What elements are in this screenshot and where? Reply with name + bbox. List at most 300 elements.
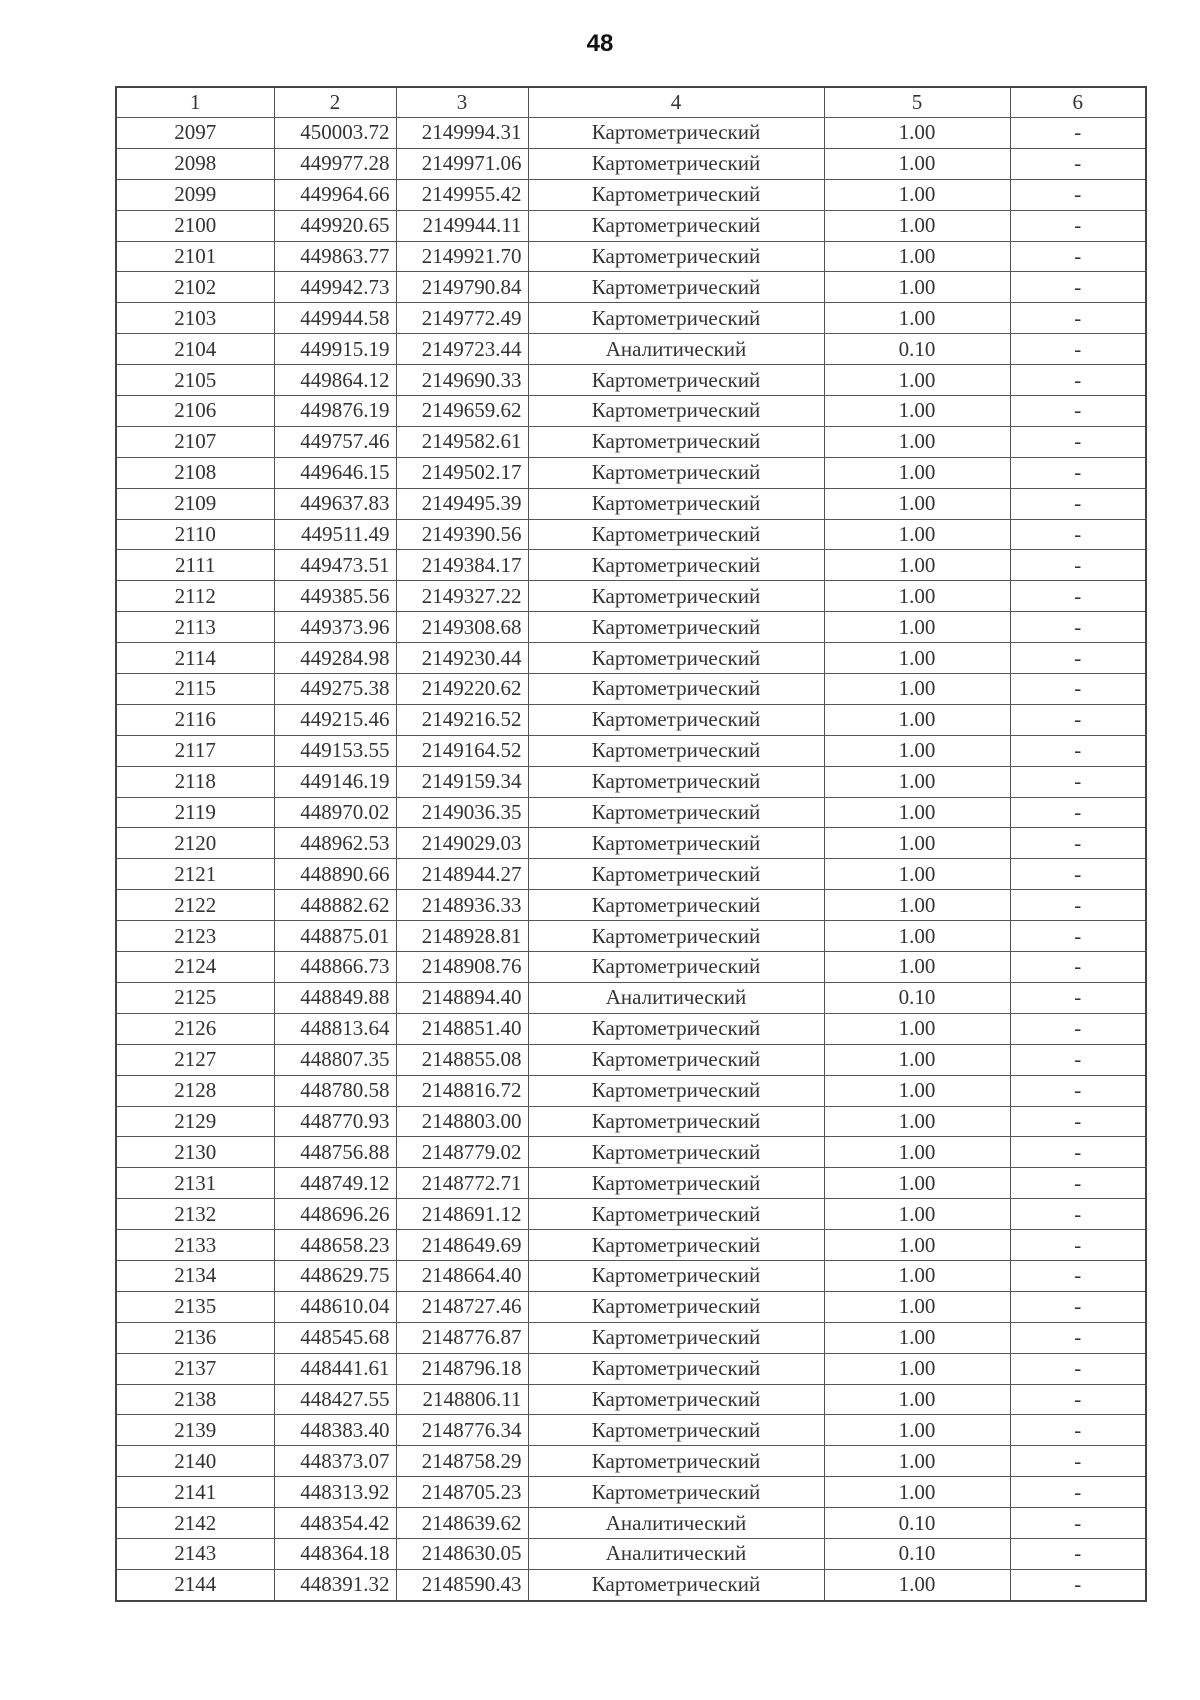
x-coordinate-cell: 448629.75 — [274, 1260, 396, 1291]
x-coordinate-cell: 448970.02 — [274, 797, 396, 828]
note-cell: - — [1010, 1230, 1146, 1261]
method-cell: Картометрический — [528, 1322, 824, 1353]
note-cell: - — [1010, 612, 1146, 643]
point-number-cell: 2126 — [116, 1013, 274, 1044]
x-coordinate-cell: 448610.04 — [274, 1291, 396, 1322]
y-coordinate-cell: 2148796.18 — [396, 1353, 528, 1384]
method-cell: Картометрический — [528, 890, 824, 921]
method-cell: Картометрический — [528, 1013, 824, 1044]
point-number-cell: 2130 — [116, 1137, 274, 1168]
point-number-cell: 2107 — [116, 426, 274, 457]
x-coordinate-cell: 449385.56 — [274, 581, 396, 612]
method-cell: Картометрический — [528, 272, 824, 303]
x-coordinate-cell: 448813.64 — [274, 1013, 396, 1044]
y-coordinate-cell: 2148806.11 — [396, 1384, 528, 1415]
y-coordinate-cell: 2148928.81 — [396, 921, 528, 952]
accuracy-cell: 1.00 — [824, 457, 1010, 488]
column-header-1: 1 — [116, 87, 274, 118]
x-coordinate-cell: 449511.49 — [274, 519, 396, 550]
x-coordinate-cell: 448383.40 — [274, 1415, 396, 1446]
accuracy-cell: 1.00 — [824, 921, 1010, 952]
method-cell: Картометрический — [528, 210, 824, 241]
accuracy-cell: 1.00 — [824, 890, 1010, 921]
y-coordinate-cell: 2149384.17 — [396, 550, 528, 581]
point-number-cell: 2123 — [116, 921, 274, 952]
point-number-cell: 2124 — [116, 952, 274, 983]
y-coordinate-cell: 2149495.39 — [396, 488, 528, 519]
table-row — [116, 1446, 1146, 1477]
table-row — [116, 426, 1146, 457]
point-number-cell: 2139 — [116, 1415, 274, 1446]
point-number-cell: 2113 — [116, 612, 274, 643]
table-row — [116, 1538, 1146, 1569]
x-coordinate-cell: 448807.35 — [274, 1044, 396, 1075]
point-number-cell: 2104 — [116, 334, 274, 365]
point-number-cell: 2129 — [116, 1106, 274, 1137]
accuracy-cell: 0.10 — [824, 982, 1010, 1013]
table-row — [116, 1106, 1146, 1137]
point-number-cell: 2100 — [116, 210, 274, 241]
table-row — [116, 1199, 1146, 1230]
x-coordinate-cell: 449942.73 — [274, 272, 396, 303]
method-cell: Картометрический — [528, 797, 824, 828]
accuracy-cell: 1.00 — [824, 952, 1010, 983]
point-number-cell: 2131 — [116, 1168, 274, 1199]
note-cell: - — [1010, 334, 1146, 365]
accuracy-cell: 1.00 — [824, 1446, 1010, 1477]
method-cell: Картометрический — [528, 118, 824, 149]
x-coordinate-cell: 448427.55 — [274, 1384, 396, 1415]
accuracy-cell: 1.00 — [824, 241, 1010, 272]
note-cell: - — [1010, 1013, 1146, 1044]
note-cell: - — [1010, 890, 1146, 921]
y-coordinate-cell: 2149502.17 — [396, 457, 528, 488]
point-number-cell: 2097 — [116, 118, 274, 149]
method-cell: Аналитический — [528, 1538, 824, 1569]
note-cell: - — [1010, 550, 1146, 581]
y-coordinate-cell: 2149036.35 — [396, 797, 528, 828]
column-header-3: 3 — [396, 87, 528, 118]
accuracy-cell: 1.00 — [824, 797, 1010, 828]
point-number-cell: 2098 — [116, 148, 274, 179]
table-row — [116, 581, 1146, 612]
table-row — [116, 1415, 1146, 1446]
x-coordinate-cell: 449215.46 — [274, 704, 396, 735]
method-cell: Картометрический — [528, 1446, 824, 1477]
note-cell: - — [1010, 303, 1146, 334]
table-row — [116, 1044, 1146, 1075]
note-cell: - — [1010, 148, 1146, 179]
method-cell: Картометрический — [528, 1477, 824, 1508]
accuracy-cell: 1.00 — [824, 519, 1010, 550]
accuracy-cell: 1.00 — [824, 735, 1010, 766]
accuracy-cell: 0.10 — [824, 1508, 1010, 1539]
table-row — [116, 921, 1146, 952]
method-cell: Картометрический — [528, 148, 824, 179]
point-number-cell: 2110 — [116, 519, 274, 550]
x-coordinate-cell: 449915.19 — [274, 334, 396, 365]
note-cell: - — [1010, 1446, 1146, 1477]
x-coordinate-cell: 448866.73 — [274, 952, 396, 983]
y-coordinate-cell: 2149971.06 — [396, 148, 528, 179]
accuracy-cell: 1.00 — [824, 859, 1010, 890]
method-cell: Картометрический — [528, 1260, 824, 1291]
y-coordinate-cell: 2148908.76 — [396, 952, 528, 983]
y-coordinate-cell: 2148944.27 — [396, 859, 528, 890]
x-coordinate-cell: 449863.77 — [274, 241, 396, 272]
y-coordinate-cell: 2149327.22 — [396, 581, 528, 612]
method-cell: Картометрический — [528, 1384, 824, 1415]
note-cell: - — [1010, 1569, 1146, 1600]
column-header-5: 5 — [824, 87, 1010, 118]
note-cell: - — [1010, 1291, 1146, 1322]
y-coordinate-cell: 2148705.23 — [396, 1477, 528, 1508]
table-row — [116, 952, 1146, 983]
x-coordinate-cell: 449920.65 — [274, 210, 396, 241]
x-coordinate-cell: 449473.51 — [274, 550, 396, 581]
x-coordinate-cell: 448354.42 — [274, 1508, 396, 1539]
table-row — [116, 612, 1146, 643]
method-cell: Картометрический — [528, 859, 824, 890]
table-row — [116, 1075, 1146, 1106]
point-number-cell: 2140 — [116, 1446, 274, 1477]
note-cell: - — [1010, 797, 1146, 828]
y-coordinate-cell: 2149921.70 — [396, 241, 528, 272]
table-row — [116, 457, 1146, 488]
column-header-6: 6 — [1010, 87, 1146, 118]
note-cell: - — [1010, 1384, 1146, 1415]
table-header-row — [116, 87, 1146, 118]
y-coordinate-cell: 2148758.29 — [396, 1446, 528, 1477]
method-cell: Картометрический — [528, 396, 824, 427]
table-row — [116, 272, 1146, 303]
method-cell: Картометрический — [528, 828, 824, 859]
note-cell: - — [1010, 1260, 1146, 1291]
table-row — [116, 797, 1146, 828]
point-number-cell: 2143 — [116, 1538, 274, 1569]
point-number-cell: 2128 — [116, 1075, 274, 1106]
point-number-cell: 2111 — [116, 550, 274, 581]
method-cell: Картометрический — [528, 1106, 824, 1137]
note-cell: - — [1010, 488, 1146, 519]
y-coordinate-cell: 2148727.46 — [396, 1291, 528, 1322]
accuracy-cell: 1.00 — [824, 1353, 1010, 1384]
method-cell: Картометрический — [528, 1353, 824, 1384]
x-coordinate-cell: 449977.28 — [274, 148, 396, 179]
point-number-cell: 2121 — [116, 859, 274, 890]
note-cell: - — [1010, 828, 1146, 859]
point-number-cell: 2125 — [116, 982, 274, 1013]
x-coordinate-cell: 448890.66 — [274, 859, 396, 890]
note-cell: - — [1010, 1137, 1146, 1168]
method-cell: Картометрический — [528, 735, 824, 766]
coordinates-table — [115, 86, 1147, 1602]
y-coordinate-cell: 2149220.62 — [396, 674, 528, 705]
table-row — [116, 1353, 1146, 1384]
accuracy-cell: 1.00 — [824, 1168, 1010, 1199]
accuracy-cell: 1.00 — [824, 1477, 1010, 1508]
x-coordinate-cell: 449757.46 — [274, 426, 396, 457]
point-number-cell: 2144 — [116, 1569, 274, 1600]
y-coordinate-cell: 2149029.03 — [396, 828, 528, 859]
x-coordinate-cell: 448749.12 — [274, 1168, 396, 1199]
point-number-cell: 2109 — [116, 488, 274, 519]
y-coordinate-cell: 2148639.62 — [396, 1508, 528, 1539]
accuracy-cell: 1.00 — [824, 303, 1010, 334]
accuracy-cell: 0.10 — [824, 1538, 1010, 1569]
note-cell: - — [1010, 365, 1146, 396]
method-cell: Аналитический — [528, 1508, 824, 1539]
note-cell: - — [1010, 704, 1146, 735]
y-coordinate-cell: 2148803.00 — [396, 1106, 528, 1137]
table-row — [116, 1137, 1146, 1168]
point-number-cell: 2142 — [116, 1508, 274, 1539]
table-row — [116, 766, 1146, 797]
method-cell: Аналитический — [528, 982, 824, 1013]
accuracy-cell: 1.00 — [824, 1322, 1010, 1353]
method-cell: Картометрический — [528, 1291, 824, 1322]
method-cell: Картометрический — [528, 1044, 824, 1075]
x-coordinate-cell: 448313.92 — [274, 1477, 396, 1508]
accuracy-cell: 1.00 — [824, 1044, 1010, 1075]
point-number-cell: 2099 — [116, 179, 274, 210]
y-coordinate-cell: 2149955.42 — [396, 179, 528, 210]
method-cell: Аналитический — [528, 334, 824, 365]
note-cell: - — [1010, 241, 1146, 272]
note-cell: - — [1010, 921, 1146, 952]
method-cell: Картометрический — [528, 1230, 824, 1261]
note-cell: - — [1010, 1106, 1146, 1137]
accuracy-cell: 1.00 — [824, 1260, 1010, 1291]
point-number-cell: 2116 — [116, 704, 274, 735]
table-row — [116, 1168, 1146, 1199]
point-number-cell: 2122 — [116, 890, 274, 921]
method-cell: Картометрический — [528, 426, 824, 457]
y-coordinate-cell: 2148649.69 — [396, 1230, 528, 1261]
method-cell: Картометрический — [528, 303, 824, 334]
accuracy-cell: 1.00 — [824, 643, 1010, 674]
column-header-4: 4 — [528, 87, 824, 118]
method-cell: Картометрический — [528, 1415, 824, 1446]
point-number-cell: 2141 — [116, 1477, 274, 1508]
y-coordinate-cell: 2148772.71 — [396, 1168, 528, 1199]
method-cell: Картометрический — [528, 519, 824, 550]
x-coordinate-cell: 449944.58 — [274, 303, 396, 334]
note-cell: - — [1010, 1322, 1146, 1353]
note-cell: - — [1010, 581, 1146, 612]
method-cell: Картометрический — [528, 921, 824, 952]
table-row — [116, 550, 1146, 581]
method-cell: Картометрический — [528, 674, 824, 705]
note-cell: - — [1010, 179, 1146, 210]
note-cell: - — [1010, 1508, 1146, 1539]
method-cell: Картометрический — [528, 952, 824, 983]
accuracy-cell: 1.00 — [824, 581, 1010, 612]
method-cell: Картометрический — [528, 766, 824, 797]
x-coordinate-cell: 448962.53 — [274, 828, 396, 859]
x-coordinate-cell: 449864.12 — [274, 365, 396, 396]
accuracy-cell: 1.00 — [824, 210, 1010, 241]
table-row — [116, 1508, 1146, 1539]
point-number-cell: 2134 — [116, 1260, 274, 1291]
note-cell: - — [1010, 519, 1146, 550]
y-coordinate-cell: 2148691.12 — [396, 1199, 528, 1230]
method-cell: Картометрический — [528, 643, 824, 674]
note-cell: - — [1010, 1415, 1146, 1446]
accuracy-cell: 1.00 — [824, 1106, 1010, 1137]
accuracy-cell: 1.00 — [824, 118, 1010, 149]
point-number-cell: 2118 — [116, 766, 274, 797]
method-cell: Картометрический — [528, 581, 824, 612]
x-coordinate-cell: 448770.93 — [274, 1106, 396, 1137]
table-row — [116, 704, 1146, 735]
accuracy-cell: 1.00 — [824, 148, 1010, 179]
column-header-2: 2 — [274, 87, 396, 118]
accuracy-cell: 0.10 — [824, 334, 1010, 365]
table-row — [116, 1230, 1146, 1261]
point-number-cell: 2120 — [116, 828, 274, 859]
note-cell: - — [1010, 859, 1146, 890]
note-cell: - — [1010, 457, 1146, 488]
table-row — [116, 828, 1146, 859]
table-row — [116, 396, 1146, 427]
point-number-cell: 2119 — [116, 797, 274, 828]
point-number-cell: 2114 — [116, 643, 274, 674]
note-cell: - — [1010, 643, 1146, 674]
y-coordinate-cell: 2148776.87 — [396, 1322, 528, 1353]
x-coordinate-cell: 449876.19 — [274, 396, 396, 427]
method-cell: Картометрический — [528, 1075, 824, 1106]
y-coordinate-cell: 2149994.31 — [396, 118, 528, 149]
x-coordinate-cell: 449284.98 — [274, 643, 396, 674]
method-cell: Картометрический — [528, 704, 824, 735]
x-coordinate-cell: 448441.61 — [274, 1353, 396, 1384]
x-coordinate-cell: 448882.62 — [274, 890, 396, 921]
y-coordinate-cell: 2149390.56 — [396, 519, 528, 550]
note-cell: - — [1010, 272, 1146, 303]
x-coordinate-cell: 448875.01 — [274, 921, 396, 952]
y-coordinate-cell: 2148851.40 — [396, 1013, 528, 1044]
accuracy-cell: 1.00 — [824, 365, 1010, 396]
note-cell: - — [1010, 1168, 1146, 1199]
accuracy-cell: 1.00 — [824, 1384, 1010, 1415]
accuracy-cell: 1.00 — [824, 1569, 1010, 1600]
accuracy-cell: 1.00 — [824, 1291, 1010, 1322]
accuracy-cell: 1.00 — [824, 1137, 1010, 1168]
accuracy-cell: 1.00 — [824, 674, 1010, 705]
accuracy-cell: 1.00 — [824, 396, 1010, 427]
y-coordinate-cell: 2149772.49 — [396, 303, 528, 334]
note-cell: - — [1010, 982, 1146, 1013]
x-coordinate-cell: 448658.23 — [274, 1230, 396, 1261]
table-row — [116, 674, 1146, 705]
accuracy-cell: 1.00 — [824, 1415, 1010, 1446]
point-number-cell: 2132 — [116, 1199, 274, 1230]
note-cell: - — [1010, 396, 1146, 427]
accuracy-cell: 1.00 — [824, 1199, 1010, 1230]
y-coordinate-cell: 2148779.02 — [396, 1137, 528, 1168]
table-row — [116, 859, 1146, 890]
accuracy-cell: 1.00 — [824, 488, 1010, 519]
note-cell: - — [1010, 674, 1146, 705]
table-row — [116, 982, 1146, 1013]
table-body — [116, 118, 1146, 1601]
accuracy-cell: 1.00 — [824, 828, 1010, 859]
y-coordinate-cell: 2149164.52 — [396, 735, 528, 766]
x-coordinate-cell: 448756.88 — [274, 1137, 396, 1168]
point-number-cell: 2135 — [116, 1291, 274, 1322]
y-coordinate-cell: 2148816.72 — [396, 1075, 528, 1106]
accuracy-cell: 1.00 — [824, 1230, 1010, 1261]
table-row — [116, 303, 1146, 334]
method-cell: Картометрический — [528, 365, 824, 396]
point-number-cell: 2133 — [116, 1230, 274, 1261]
note-cell: - — [1010, 1199, 1146, 1230]
accuracy-cell: 1.00 — [824, 612, 1010, 643]
y-coordinate-cell: 2149944.11 — [396, 210, 528, 241]
table-row — [116, 1260, 1146, 1291]
point-number-cell: 2101 — [116, 241, 274, 272]
point-number-cell: 2105 — [116, 365, 274, 396]
point-number-cell: 2127 — [116, 1044, 274, 1075]
x-coordinate-cell: 448391.32 — [274, 1569, 396, 1600]
y-coordinate-cell: 2148664.40 — [396, 1260, 528, 1291]
y-coordinate-cell: 2149723.44 — [396, 334, 528, 365]
x-coordinate-cell: 449646.15 — [274, 457, 396, 488]
table-row — [116, 179, 1146, 210]
x-coordinate-cell: 449964.66 — [274, 179, 396, 210]
y-coordinate-cell: 2148590.43 — [396, 1569, 528, 1600]
table-row — [116, 148, 1146, 179]
table-row — [116, 519, 1146, 550]
point-number-cell: 2115 — [116, 674, 274, 705]
table-row — [116, 1322, 1146, 1353]
note-cell: - — [1010, 735, 1146, 766]
point-number-cell: 2102 — [116, 272, 274, 303]
point-number-cell: 2136 — [116, 1322, 274, 1353]
accuracy-cell: 1.00 — [824, 766, 1010, 797]
method-cell: Картометрический — [528, 612, 824, 643]
y-coordinate-cell: 2148936.33 — [396, 890, 528, 921]
y-coordinate-cell: 2148894.40 — [396, 982, 528, 1013]
y-coordinate-cell: 2148630.05 — [396, 1538, 528, 1569]
note-cell: - — [1010, 766, 1146, 797]
y-coordinate-cell: 2149690.33 — [396, 365, 528, 396]
method-cell: Картометрический — [528, 241, 824, 272]
y-coordinate-cell: 2149216.52 — [396, 704, 528, 735]
page-number: 48 — [586, 30, 614, 57]
y-coordinate-cell: 2148855.08 — [396, 1044, 528, 1075]
point-number-cell: 2108 — [116, 457, 274, 488]
method-cell: Картометрический — [528, 1569, 824, 1600]
table-row — [116, 1013, 1146, 1044]
note-cell: - — [1010, 118, 1146, 149]
method-cell: Картометрический — [528, 488, 824, 519]
y-coordinate-cell: 2149582.61 — [396, 426, 528, 457]
x-coordinate-cell: 449275.38 — [274, 674, 396, 705]
table-row — [116, 241, 1146, 272]
table-row — [116, 1384, 1146, 1415]
point-number-cell: 2106 — [116, 396, 274, 427]
accuracy-cell: 1.00 — [824, 179, 1010, 210]
x-coordinate-cell: 448364.18 — [274, 1538, 396, 1569]
point-number-cell: 2103 — [116, 303, 274, 334]
point-number-cell: 2137 — [116, 1353, 274, 1384]
method-cell: Картометрический — [528, 1199, 824, 1230]
y-coordinate-cell: 2149159.34 — [396, 766, 528, 797]
x-coordinate-cell: 448696.26 — [274, 1199, 396, 1230]
note-cell: - — [1010, 1075, 1146, 1106]
